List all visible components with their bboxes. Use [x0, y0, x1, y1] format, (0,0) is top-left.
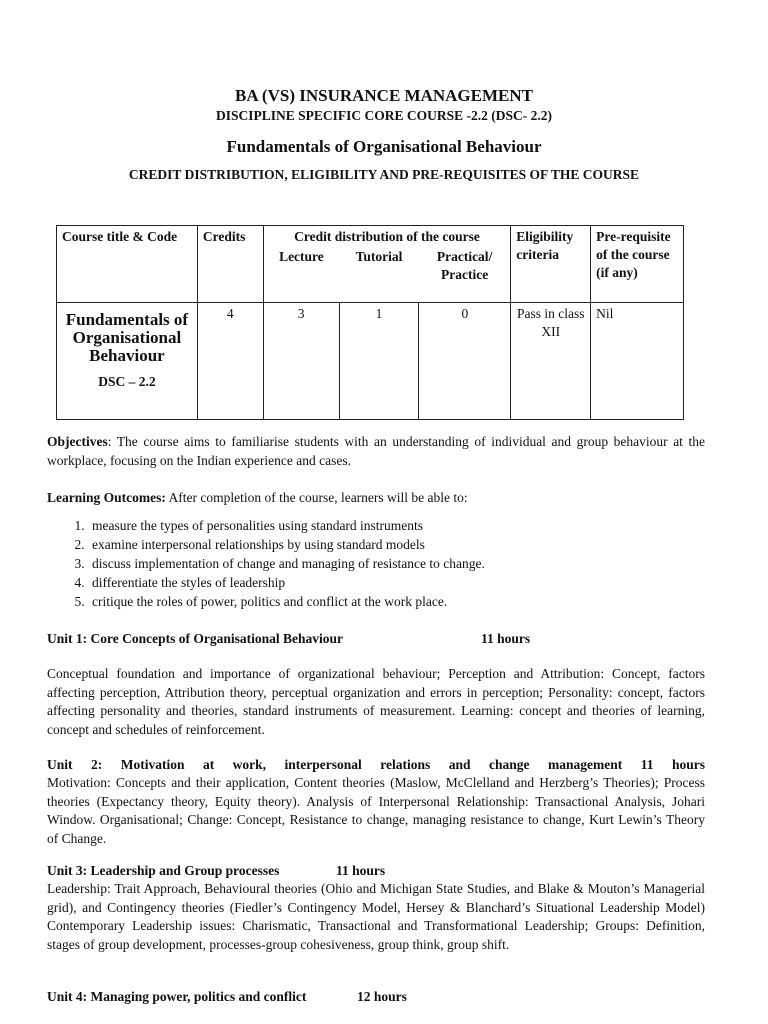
- header-credits: Credits: [197, 226, 263, 303]
- practical-value: 0: [419, 303, 511, 420]
- prerequisite-value: Nil: [591, 303, 684, 420]
- unit-3-text: Leadership: Trait Approach, Behavioural theories (Ohio and Michigan State Studies, and Blake & Mouton’s Managerial grid), and Contingency theories (Fiedler’s Contingency Model, Hersey & Blanchard’s Situational Leadership Model) Contemporary Leadership issues: Charismatic, Transactional and Transformational Leadership; Groups: Definition, stages of group development, processes-group cohesiveness, group think, group shift.: [47, 881, 705, 952]
- header-eligibility: Eligibility criteria: [511, 226, 591, 303]
- unit-1-text: Conceptual foundation and importance of organizational behaviour; Perception and Attribution: Concept, factors affecting perception, Attribution theory, perceptual organization and errors in perception; Personality: concept, factors affecting personality and theories, standard instruments of measurement. Learning: concept and theories of learning, concept and schedules of reinforcement.: [47, 666, 705, 737]
- unit-1-hours: 11 hours: [481, 631, 531, 646]
- unit-2-text: Motivation: Concepts and their application, Content theories (Maslow, McClelland and Herzberg’s Theories); Process theories (Expectancy theory, Equity theory). Analysis of Interpersonal Relationship: Transactional Analysis, Johari Window. Organisational; Change: Concept, Resistance to change, managing resistance to change, Kurt Lewin’s Theory of Change.: [47, 775, 705, 846]
- unit-4-hours: 12 hours: [357, 989, 407, 1004]
- course-name-cell: [57, 303, 198, 420]
- header-credit-distribution: Credit distribution of the course: [263, 226, 511, 247]
- learning-outcomes-list: [48, 516, 688, 611]
- credits-value: 4: [197, 303, 263, 420]
- header-lecture: Lecture: [263, 246, 339, 303]
- lecture-value: 3: [263, 303, 339, 420]
- course-name: Fundamentals of Organisational Behaviour: [65, 310, 189, 365]
- program-title: BA (VS) INSURANCE MANAGEMENT: [235, 86, 533, 105]
- unit-3-title: Unit 3: Leadership and Group processes: [47, 863, 280, 878]
- eligibility-value: Pass in class XII: [511, 303, 591, 420]
- list-item: 1. measure the types of personalities using standard instruments: [88, 516, 688, 535]
- unit-4-title: Unit 4: Managing power, politics and conflict: [47, 989, 307, 1004]
- unit-2-title: Unit 2: Motivation at work, interpersonal relations and change management: [47, 757, 623, 772]
- course-title: Fundamentals of Organisational Behaviour: [226, 137, 542, 156]
- credit-distribution-table: [56, 225, 684, 420]
- learning-outcomes-intro-text: After completion of the course, learners will be able to:: [165, 490, 468, 505]
- list-item: 3. discuss implementation of change and managing of resistance to change.: [88, 554, 688, 573]
- header-course-title-code: Course title & Code: [57, 226, 198, 303]
- section-title: CREDIT DISTRIBUTION, ELIGIBILITY AND PRE-REQUISITES OF THE COURSE: [128, 167, 640, 182]
- objectives-text: : The course aims to familiarise students with an understanding of individual and group behaviour at the workplace, focusing on the Indian experience and cases.: [47, 434, 705, 468]
- unit-3-hours: 11 hours: [336, 863, 386, 878]
- header-tutorial: Tutorial: [339, 246, 419, 303]
- unit-2-heading: [47, 756, 705, 775]
- objectives-label: Objectives: [47, 434, 108, 449]
- unit-2-hours: 11 hours: [640, 757, 706, 772]
- header-prerequisite: Pre-requisite of the course (if any): [591, 226, 684, 303]
- tutorial-value: 1: [339, 303, 419, 420]
- learning-outcomes-label: Learning Outcomes:: [47, 490, 166, 505]
- objectives-paragraph: [47, 433, 705, 470]
- list-item: 5. critique the roles of power, politics and conflict at the work place.: [88, 592, 688, 611]
- unit-1-title: Unit 1: Core Concepts of Organisational Behaviour: [47, 631, 343, 646]
- list-item: 2. examine interpersonal relationships by using standard models: [88, 535, 688, 554]
- course-type: DISCIPLINE SPECIFIC CORE COURSE -2.2 (DSC- 2.2): [215, 108, 553, 123]
- list-item: 4. differentiate the styles of leadership: [88, 573, 688, 592]
- header-practical: Practical/ Practice: [419, 246, 511, 303]
- course-code: DSC – 2.2: [98, 374, 156, 389]
- learning-outcomes-intro: [47, 489, 705, 508]
